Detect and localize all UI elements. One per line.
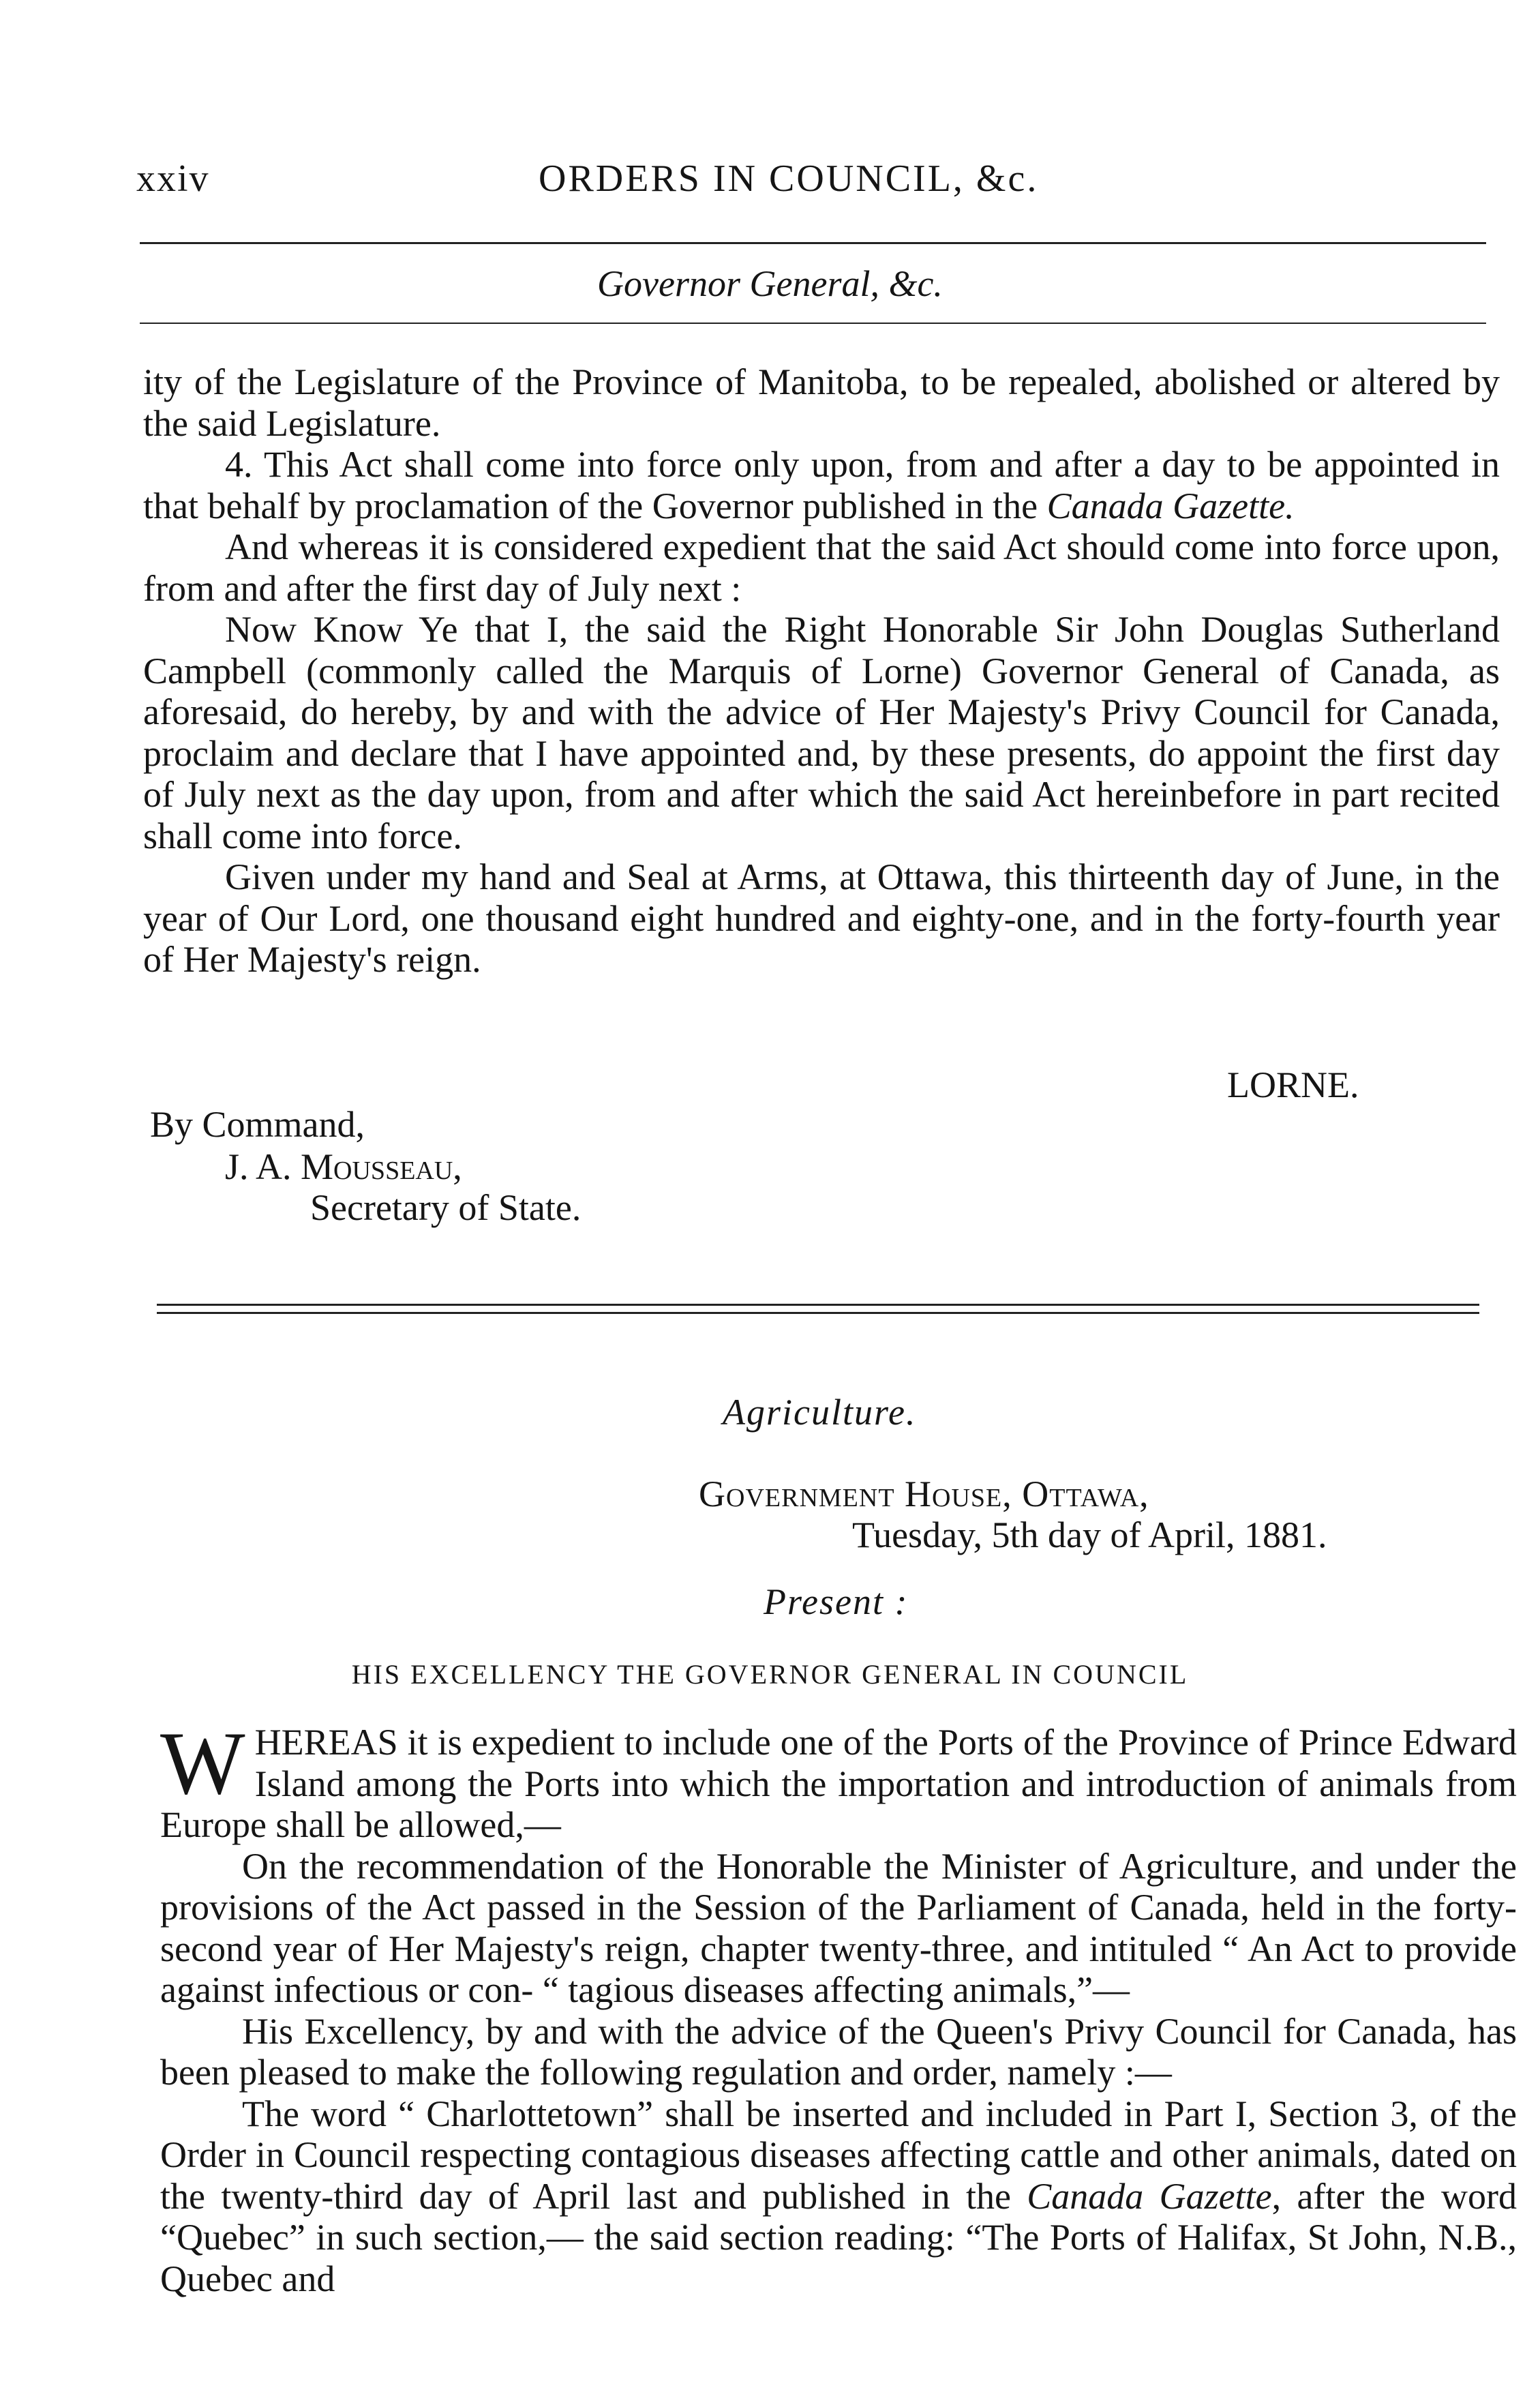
proclamation-text: [143, 361, 1500, 981]
order-paragraph: [160, 1713, 1517, 1846]
proclamation-paragraph: ity of the Legislature of the Province of Manitoba, to be repealed, abolished or altered by the said Legislature.: [143, 361, 1500, 444]
proclamation-paragraph: Now Know Ye that I, the said the Right Honorable Sir John Douglas Sutherland Campbell (commonly called the Marquis of Lorne) Governor General of Canada, as aforesaid, do hereby, by and with the advice of Her Majesty's Privy Council for Canada, proclaim and declare that I have appointed and, by these presents, do appoint the first day of July next as the day upon, from and after which the said Act hereinbefore in part recited shall come into force.: [143, 609, 1500, 856]
drop-cap: W: [160, 1713, 245, 1813]
signatory-title: Secretary of State.: [310, 1187, 582, 1228]
publication-name: Canada Gazette: [1027, 2175, 1272, 2217]
department-heading: Agriculture.: [723, 1392, 917, 1433]
by-command: By Command,: [150, 1104, 365, 1145]
section-4-text: 4. This Act shall come into force only upon, from and after a day to be appointed in that behalf by proclamation of the Governor published in the: [143, 444, 1500, 526]
proclamation-paragraph: [143, 444, 1500, 526]
publication-name: Canada Gazette.: [1046, 485, 1295, 526]
header-rule: [140, 242, 1486, 244]
present-label: Present :: [764, 1581, 909, 1622]
running-head: [0, 157, 1540, 211]
subtitle-rule: [140, 323, 1486, 324]
order-location: Government House, Ottawa,: [699, 1474, 1149, 1514]
order-paragraph: His Excellency, by and with the advice of the Queen's Privy Council for Canada, has been pleased to make the following regulation and order, namely :—: [160, 2010, 1517, 2093]
order-text: [160, 1713, 1517, 2299]
order-text-part: , after the word “Quebec” in such section,— the said section reading: “The Ports of Halifax, St John, N.B., Quebec and: [160, 2175, 1517, 2299]
section-divider: [157, 1304, 1479, 1317]
order-paragraph: [160, 2093, 1517, 2300]
order-paragraph: On the recommendation of the Honorable the Minister of Agriculture, and under the provisions of the Act passed in the Session of the Parliament of Canada, held in the forty-second year of Her Majesty's reign, chapter twenty-three, and intituled “ An Act to provide against infectious or con- “ tagious diseases affecting animals,”—: [160, 1845, 1517, 2010]
running-title: ORDERS IN COUNCIL, &c.: [539, 158, 1039, 200]
council-line: HIS EXCELLENCY THE GOVERNOR GENERAL IN COUNCIL: [351, 1659, 1189, 1690]
signatory-name: J. A. Mousseau,: [225, 1146, 462, 1187]
order-text-part: The word “ Charlottetown” shall be inserted and included in Part I, Section 3, of the Order in Council respecting contagious diseases affecting cattle and other animals, dated on the twenty-third day of April last and published in the: [160, 2093, 1517, 2217]
page-number: xxiv: [136, 158, 210, 200]
proclamation-paragraph: Given under my hand and Seal at Arms, at Ottawa, this thirteenth day of June, in the year of Our Lord, one thousand eight hundred and eighty-one, and in the forty-fourth year of Her Majesty's reign.: [143, 856, 1500, 980]
section-subtitle: Governor General, &c.: [597, 263, 943, 304]
signature: LORNE.: [1227, 1064, 1359, 1105]
proclamation-paragraph: And whereas it is considered expedient that the said Act should come into force upon, from and after the first day of July next :: [143, 526, 1500, 609]
order-date: Tuesday, 5th day of April, 1881.: [852, 1514, 1327, 1555]
whereas-text: HEREAS it is expedient to include one of the Ports of the Province of Prince Edward Island among the Ports into which the importation and introduction of animals from Europe shall be allowed,—: [160, 1722, 1517, 1845]
